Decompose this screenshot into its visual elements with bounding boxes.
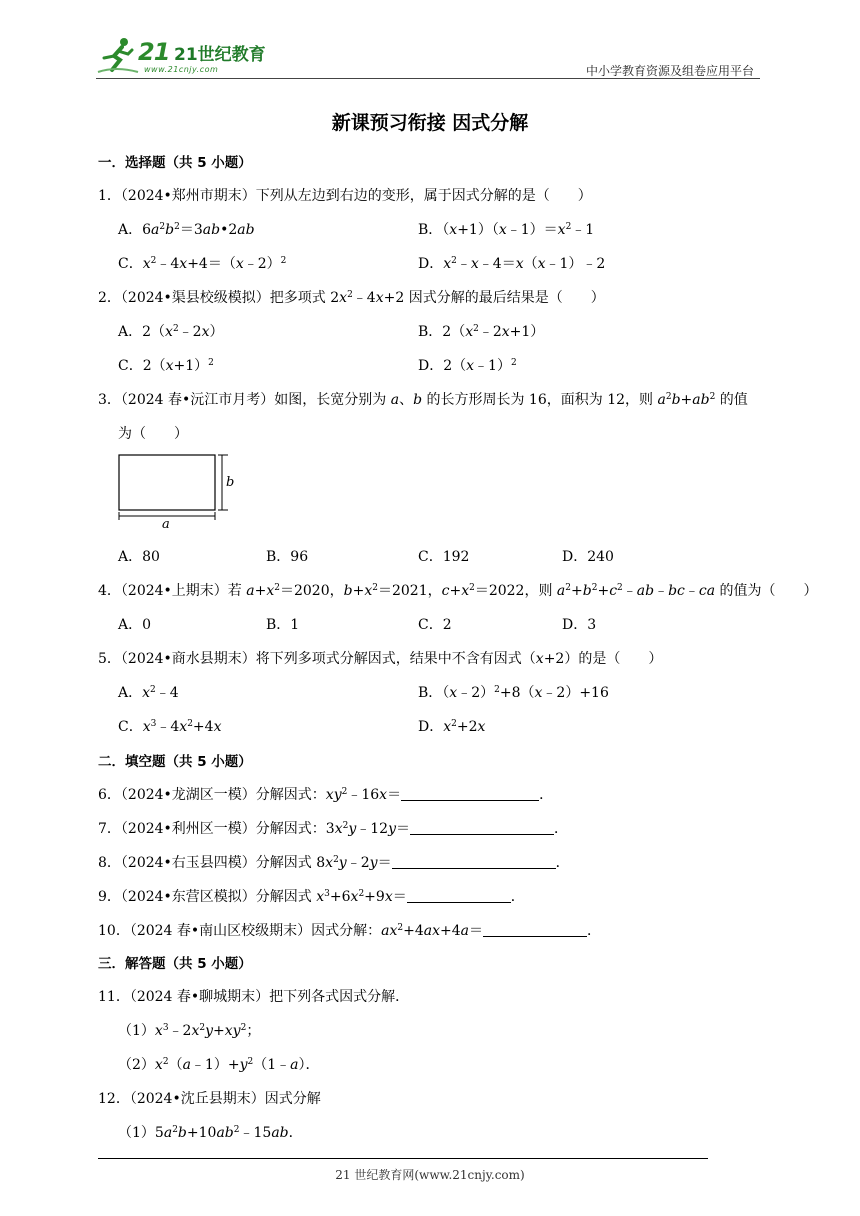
question-1-option-d: D．$x^2﹣x﹣4=x(x﹣1)﹣2$: [418, 256, 606, 272]
question-2-option-d: D．2（x﹣1）$^2$: [418, 358, 517, 374]
rectangle-figure: [118, 448, 248, 528]
question-5-option-c: C．$x^3﹣4x^2+4x$: [118, 719, 222, 735]
figure-label-a: a: [162, 517, 170, 528]
page-title: 新课预习衔接 因式分解: [331, 112, 529, 134]
question-5-option-a: A．$x^2﹣4$: [118, 685, 179, 701]
question-12-part-1: $(1)5a^2b+10ab^2﹣15ab$．: [118, 1125, 303, 1141]
question-10: 10．（2024 春•南山区校级期末）因式分解：$ax^2+4ax+4a=$ ．: [98, 923, 602, 939]
question-3-option-a: A．80: [118, 549, 160, 565]
section-heading-fill: 二．填空题（共 5 小题）: [98, 754, 252, 770]
question-3-stem: 3．（2024 春•沅江市月考）如图，长宽分别为 a、b 的长方形周长为 16，面积为 12，则 $a^2b+ab^2$ 的值: [98, 392, 748, 408]
answer-blank[interactable]: [483, 922, 587, 937]
question-7: 7．（2024•利州区一模）分解因式：$3x^2y﹣12y=$ ．: [98, 821, 569, 837]
question-2-stem: 2．（2024•渠县校级模拟）把多项式 $2x^2﹣4x+2$ 因式分解的最后结果是（ ）: [98, 290, 605, 306]
logo-main-text: 21世纪教育: [174, 45, 266, 65]
runner-icon: [96, 36, 140, 76]
answer-blank[interactable]: [392, 854, 556, 869]
question-11-stem: 11．（2024 春•聊城期末）把下列各式因式分解．: [98, 989, 410, 1005]
question-4-option-d: D．3: [562, 617, 597, 633]
site-slogan: 中小学教育资源及组卷应用平台: [585, 64, 754, 78]
question-4-option-b: B．1: [266, 617, 300, 633]
question-2-option-b: B．$2(x^2﹣2x+1)$: [418, 324, 545, 340]
page-header: [96, 36, 760, 80]
logo-url: www.21cnjy.com: [144, 65, 219, 74]
question-11-part-2: $(2)x^2(a﹣1)+y^2(1﹣a)$．: [118, 1057, 320, 1073]
question-9: 9．（2024•东营区模拟）分解因式 $x^3+6x^2+9x=$ ．: [98, 889, 525, 905]
question-4-option-a: A．0: [118, 617, 152, 633]
footer-divider: [98, 1158, 708, 1159]
answer-blank[interactable]: [407, 888, 511, 903]
question-5-stem: 5．（2024•商水县期末）将下列多项式分解因式，结果中不含有因式（x+2）的是（ ）: [98, 651, 663, 667]
question-8: 8．（2024•右玉县四模）分解因式 $8x^2y﹣2y=$ ．: [98, 855, 570, 871]
question-5-option-d: D．$x^2+2x$: [418, 719, 486, 735]
page-footer: 21 世纪教育网(www.21cnjy.com): [335, 1168, 525, 1182]
question-1-option-a: A．$6a^2b^2=3ab•2ab$: [118, 222, 255, 238]
section-heading-solve: 三．解答题（共 5 小题）: [98, 956, 252, 972]
logo-21: 21: [138, 38, 170, 66]
question-1-option-b: B．$(x+1)(x﹣1)=x^2﹣1$: [418, 222, 595, 238]
question-1-stem: 1．（2024•郑州市期末）下列从左边到右边的变形，属于因式分解的是（ ）: [98, 188, 592, 204]
question-3-option-b: B．96: [266, 549, 309, 565]
section-heading-choice: 一．选择题（共 5 小题）: [98, 155, 252, 171]
question-2-option-c: C．$2(x+1)^2$: [118, 358, 214, 374]
question-12-stem: 12．（2024•沈丘县期末）因式分解: [98, 1091, 321, 1107]
question-3-option-c: C．192: [418, 549, 470, 565]
question-3-stem-cont: 为（ ）: [118, 426, 188, 442]
answer-blank[interactable]: [410, 820, 554, 835]
question-4-option-c: C．2: [418, 617, 452, 633]
question-1-option-c: C．$x^2﹣4x+4=(x﹣2)^2$: [118, 256, 287, 272]
header-divider: [96, 78, 760, 79]
question-3-option-d: D．240: [562, 549, 614, 565]
question-5-option-b: B．（x﹣2）$^2$+8（x﹣2）+16: [418, 685, 609, 701]
question-6: 6．（2024•龙湖区一模）分解因式：$xy^2﹣16x=$ ．: [98, 787, 554, 803]
site-logo: [96, 36, 266, 76]
question-4-stem: 4．（2024•上期末）若 $a+x^2=2020$，$b+x^2=2021$，$c+x^2=2022$，则 $a^2+b^2+c^2﹣ab﹣bc﹣ca$ 的值为（ ）: [98, 583, 818, 599]
figure-label-b: b: [226, 475, 235, 490]
answer-blank[interactable]: [401, 786, 539, 801]
question-11-part-1: $(1)x^3﹣2x^2y+xy^2$；: [118, 1023, 261, 1039]
question-2-option-a: A．$2(x^2﹣2x)$: [118, 324, 224, 340]
